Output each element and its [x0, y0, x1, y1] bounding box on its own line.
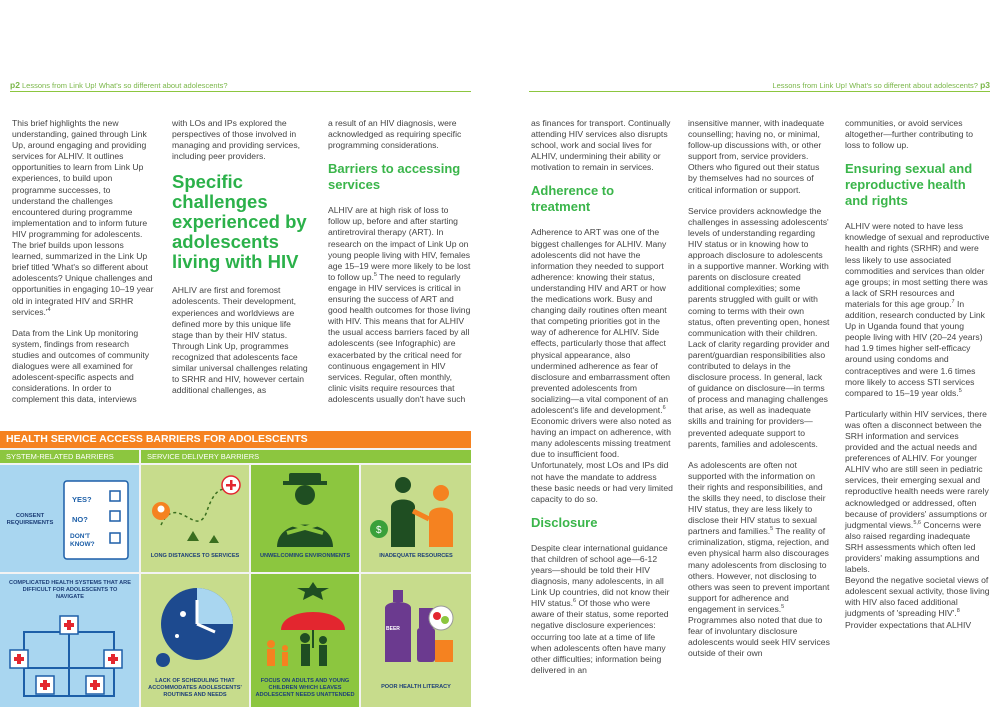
right-running-header — [772, 80, 990, 90]
system-barriers-label: SYSTEM-RELATED BARRIERS — [0, 450, 139, 463]
barriers-heading: Barriers to accessing services — [328, 161, 461, 193]
umbrella-family-icon — [257, 582, 353, 672]
communities-paragraph: communities, or avoid services altogether—further contributing to loss to follow up. — [845, 118, 974, 151]
clock-icon — [149, 580, 241, 672]
perspectives-paragraph: with LOs and IPs explored the perspectives of those involved in managing and providing services, including peer providers. — [172, 118, 301, 162]
disclosure-heading: Disclosure — [531, 514, 598, 530]
ahliv-paragraph: AHLIV are first and foremost adolescents. Their development, experiences and worldviews are defined more by this unique life stage than by their HIV status. Through Link Up, programmes recognized that adolescents face similar universal challenges relating to SRHR and HIV, however certain additional challenges, as — [172, 285, 308, 396]
long-distances-tile — [141, 465, 249, 572]
complicated-label: COMPLICATED HEALTH SYSTEMS THAT ARE DIFFICULT FOR ADOLESCENTS TO NAVIGATE — [9, 580, 131, 600]
barriers-paragraph: ALHIV are at high risk of loss to follow up, before and after starting antiretroviral therapy (ART). In research on the impact of Link Up on young people living with HIV, females age 15–19 were more likely to be lost to follow up.$^5$ The need to regularly engage in HIV services is critical in ensuring the success of ART and good health outcomes for those living with HIV. This means that for ALHIV the usual access barriers faced by all adolescents (see Infographic) are exacerbated by the critical need for continuous engagement in HIV services. Regular, often monthly, clinic visits require resources that adolescents usually don't have such — [328, 205, 471, 404]
right-header-rule — [529, 91, 990, 92]
column-5 — [688, 118, 830, 659]
srhr-knowledge-paragraph: ALHIV were noted to have less knowledge of sexual and reproductive health and rights (SRHR) and were less likely to use associated commodities and services than older age groups; in most setting there was a lack of SRH resources and materials for this age group.$^7$ In addition, research conducted by Link Up in Uganda found that young people living with HIV (20–24 years) had 1.9 times higher self-efficacy around using condoms and contraceptives and were 1.6 times more likely to access STI services compared to 15–19 year olds.$^5$ — [845, 221, 990, 398]
acknowledged-paragraph: a result of an HIV diagnosis, were acknowledged as requiring specific programming considerations. — [328, 118, 462, 151]
left-page-number: p2 — [10, 80, 20, 90]
srhr-heading: Ensuring sexual and reproductive health and rights — [845, 161, 973, 209]
disconnect-paragraph: Particularly within HIV services, there was often a disconnect between the SRH information and services provided and the actual needs and preferences of ALHIV. For younger ALHIV who are still seen in pediatric services, their emerging sexual and reproductive health needs were rarely acknowledged or addressed, often because of providers' assumptions or judgmental views.$^{5,6}$ Concerns were also raised regarding inadequate SRH assessments which often led providers' making assumptions and labels. Beyond the negative societal views of adolescent sexual activity, those living with HIV also faced additional judgments of 'spreading HIV'.$^8$ Provider expectations that ALHIV — [845, 408, 990, 630]
long-distances-label: LONG DISTANCES TO SERVICES — [150, 553, 240, 559]
scheduling-tile — [141, 574, 249, 707]
consent-tile — [0, 465, 139, 572]
unwelcoming-tile — [251, 465, 359, 572]
inadequate-resources-label: INADEQUATE RESOURCES — [379, 553, 453, 559]
adherence-heading: Adherence to treatment — [531, 183, 615, 215]
disclosure-paragraph: Despite clear international guidance that children of school age—6-12 years—should be told their HIV diagnosis, many adolescents, in all Link Up countries, did not know their HIV status.$^6$ Of those who were aware of their status, some reported negative disclosure experiences: occurring too late at a time of life when adolescents often have many other difficulties; information being delivered in an — [531, 542, 670, 675]
guard-icon — [271, 471, 339, 549]
service-barriers-label: SERVICE DELIVERY BARRIERS — [141, 450, 471, 463]
transport-paragraph: as finances for transport. Continually attending HIV services also disrupts school, work and social lives for ALHIV, undermining their ability or motivation to remain in services. — [531, 118, 671, 173]
focus-adults-label: FOCUS ON ADULTS AND YOUNG CHILDREN WHICH LEAVES ADOLESCENT NEEDS UNATTENDED — [255, 678, 355, 698]
column-3 — [328, 118, 471, 405]
winding-path-icon — [147, 471, 243, 549]
health-system-maze-icon — [6, 610, 134, 702]
access-barriers-infographic — [0, 431, 471, 707]
consent-label: CONSENT REQUIREMENTS — [6, 513, 54, 526]
left-running-header — [10, 80, 228, 90]
rights-paragraph: As adolescents are often not supported with the information on their rights and responsibilities, and the skills they need, to disclose their HIV status, they are less likely to disclose their HIV status to sexual partners and families.$^5$ The reality of criminalization, stigma, rejection, and even physical harm also discourages many adolescents from disclosing to others. However, not disclosing to others was seen to prevent important support for adherence and engagement in services.$^5$ Programmes also noted that due to fear of involuntary disclosure adolescents would seek HIV services outside of their own — [688, 459, 830, 659]
right-page-number: p3 — [980, 80, 990, 90]
focus-adults-tile — [251, 574, 359, 707]
adherence-paragraph: Adherence to ART was one of the biggest challenges for ALHIV. Many adolescents did not have the information they needed to support adherence: knowing their status, understanding HIV and ART or how the medications work. Busy and changing daily routines often meant that competing priorities got in the way of adherence for ALHIV. Side effects, particularly those that affect physical appearance, also undermined adherence as fear of disclosure and embarrassment often prevented adolescents from socializing—a vital component of an adolescent's life and development.$^6$ Economic drivers were also noted as having an impact on adherence, with many adolescents missing treatment due to insufficient food. Unfortunately, most LOs and IPs did not have the mandate to address these basic needs or had very limited capacity to do so. — [531, 227, 673, 504]
left-header-title: Lessons from Link Up! What's so different about adolescents? — [22, 81, 228, 90]
check-yes: YES? — [72, 495, 92, 504]
dollar-symbol-icon: $ — [376, 525, 382, 536]
column-4 — [531, 118, 674, 676]
right-header-title: Lessons from Link Up! What's so different about adolescents? — [772, 81, 978, 90]
unwelcoming-label: UNWELCOMING ENVIRONMENTS — [259, 553, 351, 559]
check-dont-know: DON'T KNOW? — [70, 533, 95, 548]
specific-challenges-heading: Specific challenges experienced by adolescents living with HIV — [172, 171, 307, 273]
left-header-rule — [10, 91, 471, 92]
complicated-systems-tile — [0, 574, 139, 707]
column-2 — [172, 118, 312, 396]
column-1 — [12, 118, 155, 405]
insensitive-paragraph: insensitive manner, with inadequate counselling; having no, or minimal, follow-up discussions with, or other support from, service providers. Others who figured out their status by themselves had no sources of critical information or support. — [688, 118, 825, 195]
intro-paragraph: This brief highlights the new understanding, gained through Link Up, around engaging and providing services for ALHIV. It outlines opportunities to learn from Link Up experiences, to build upon programme successes, to understand the challenges encountered during programme implementation and to inform future HIV programming for adolescents. The brief builds upon lessons learned, summarized in the Link Up brief titled 'What's so different about adolescents? Unique challenges and opportunities in engaging 10–19 year old in integrated HIV and SRHR $services.'^4$ — [12, 118, 154, 317]
empty-hands-icon — [367, 471, 465, 551]
column-6 — [845, 118, 990, 631]
beer-bottle-label: BEER — [386, 626, 400, 632]
health-literacy-tile — [361, 574, 471, 707]
infographic-title: HEALTH SERVICE ACCESS BARRIERS FOR ADOLESCENTS — [0, 431, 471, 448]
data-paragraph: Data from the Link Up monitoring system, findings from research studies and outcomes of community dialogues were all examined for adolescent-specific aspects and considerations. In order to complement this data, interviews — [12, 327, 150, 405]
inadequate-resources-tile — [361, 465, 471, 572]
food-drinks-icon — [371, 584, 461, 670]
scheduling-label: LACK OF SCHEDULING THAT ACCOMMODATES ADOLESCENTS' ROUTINES AND NEEDS — [148, 678, 242, 698]
check-no: NO? — [72, 515, 88, 524]
providers-paragraph: Service providers acknowledge the challenges in assessing adolescents' levels of understanding regarding HIV status or in knowing how to approach disclosure to adolescents in a supportive manner. Working with parents on disclosure created additional complexities; some parents struggled with guilt or with coming to terms with their own status, often preventing open, honest communication with their children. Lack of clarity regarding provider and parent/guardian responsibilities also contributed to delays in the disclosure process. In general, lack of guidance on disclosure—in terms of process and managing challenges that arise, as well as inadequate skills and training for providers—prevented adequate support to parents, families and adolescents. — [688, 205, 830, 449]
health-literacy-label: POOR HEALTH LITERACY — [381, 684, 451, 690]
